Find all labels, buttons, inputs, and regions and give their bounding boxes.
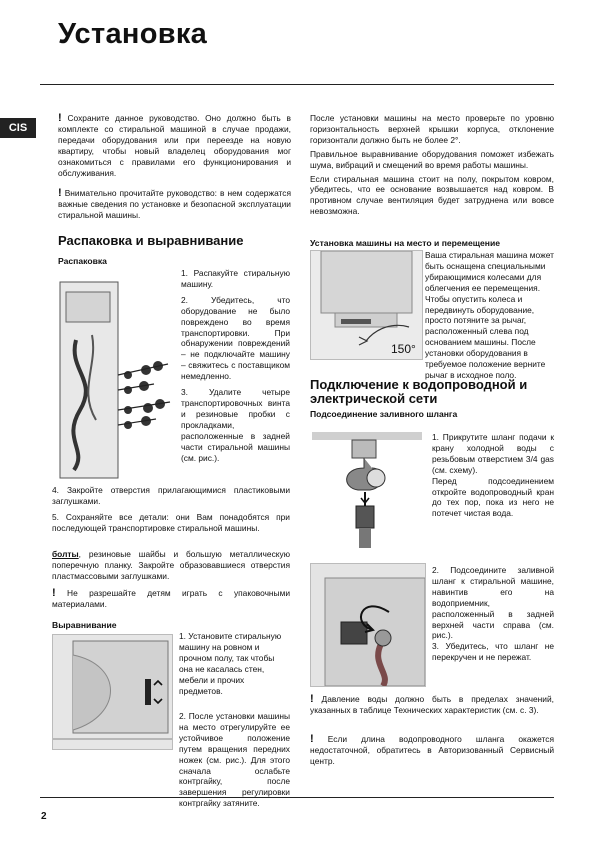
carpet-paragraph: Если стиральная машина стоит на полу, покрытом ковром, убедитесь, что ее основание возвышается над ковром. В противном случае вентиляция будет затруднена или вовсе невозможна. bbox=[310, 173, 554, 217]
warning-icon: ! bbox=[310, 693, 314, 705]
warning-icon: ! bbox=[58, 187, 62, 199]
unpack-step-1: 1. Распакуйте стиральную машину. bbox=[181, 268, 290, 289]
page-title: Установка bbox=[58, 18, 208, 50]
footer-rule bbox=[40, 797, 554, 798]
unpack-steps bbox=[181, 268, 290, 468]
water-subheading: Подсоединение заливного шланга bbox=[310, 409, 458, 419]
hose-step-2: 2. Подсоедините заливной шланг к стиральной машине, навинтив его на водоприемник, расположенный в задней верхней части справа (см. рис.). bbox=[432, 565, 554, 641]
intro-warning-1: ! Сохраните данное руководство. Оно должно быть в комплекте со стиральной машиной в случае продажи, передачи оборудования или при переезде на новую квартиру, чтобы новый владелец оборудования мог ознакомиться с правилами его функционирования и обслуживания. bbox=[58, 112, 292, 178]
move-heading: Установка машины на место и перемещение bbox=[310, 238, 501, 248]
bolts-paragraph: болты, резиновые шайбы и большую металлическую поперечную планку. Закройте образовавшиеся отверстия пластмассовыми заглушками. bbox=[52, 549, 290, 581]
water-heading: Подключение к водопроводной и электрической сети bbox=[310, 377, 528, 406]
unpack-subheading: Распаковка bbox=[58, 256, 107, 266]
noise-paragraph: Правильное выравнивание оборудования поможет избежать шума, вибраций и смещений во время работы машины. bbox=[310, 148, 554, 170]
bolts-word: болты bbox=[52, 549, 79, 559]
warning-icon: ! bbox=[310, 733, 314, 745]
unpack-heading: Распаковка и выравнивание bbox=[58, 233, 244, 248]
right-paragraphs bbox=[310, 113, 554, 220]
unpack-step-5: 5. Сохраняйте все детали: они Вам понадобятся при последующей транспортировке стиральной машины. bbox=[52, 512, 290, 533]
header-rule bbox=[40, 84, 554, 85]
move-text: Ваша стиральная машина может быть оснащена специальными убирающимися колесами для облегчения ее перемещения. Чтобы опустить колеса и передвинуть оборудование, просто потяните за рычаг, расположенный слева под основанием машины. После установки оборудования в требуемое положение верните рычаг в исходное поло. bbox=[425, 250, 554, 380]
level-step-2: 2. После установки машины на место отрегулируйте ее устойчивое положение путем вращения передних ножек (см. рис.). Для этого сначала ослабьте контргайку, после завершения регулировки контргайку затяните. bbox=[179, 711, 290, 809]
hose-step-3: 3. Убедитесь, что шланг не перекручен и не пережат. bbox=[432, 641, 554, 662]
page-number: 2 bbox=[41, 811, 47, 822]
intro-warning-2: ! Внимательно прочитайте руководство: в нем содержатся важные сведения по установке и безопасной эксплуатации стиральной машины. bbox=[58, 187, 292, 220]
wheels-figure bbox=[310, 250, 423, 360]
level-step-1-block bbox=[179, 631, 290, 701]
warning-icon: ! bbox=[58, 112, 62, 124]
level-subheading: Выравнивание bbox=[52, 620, 117, 630]
inlet-figure bbox=[310, 563, 426, 687]
unpack-step-4: 4. Закройте отверстия прилагающимися пластиковыми заглушками. bbox=[52, 485, 290, 506]
angle-label: 150° bbox=[391, 342, 416, 356]
side-tab-cis: CIS bbox=[0, 118, 36, 138]
unpack-step-3: 3. Удалите четыре транспортировочных винта и резиновые пробки с прокладками, расположенные в задней части стиральной машины (см. рис.). bbox=[181, 387, 290, 463]
pressure-warning: ! Давление воды должно быть в пределах значений, указанных в таблице Технических характеристик (см. с. 3). bbox=[310, 693, 554, 715]
hose-step-1: 1. Прикрутите шланг подачи к крану холодной воды с резьбовым отверстием 3/4 gas (см. схему). Перед подсоединением откройте водопроводный кран до тех пор, пока из него не потечет чистая вода. bbox=[432, 432, 554, 519]
length-warning: ! Если длина водопроводного шланга окажется недостаточной, обратитесь в Авторизованный Сервисный центр. bbox=[310, 733, 554, 766]
unpacking-figure bbox=[58, 280, 178, 480]
children-warning: ! Не разрешайте детям играть с упаковочными материалами. bbox=[52, 587, 291, 609]
warning-icon: ! bbox=[52, 587, 56, 599]
level-step-1: 1. Установите стиральную машину на ровном и прочном полу, так чтобы она не касалась стен, мебели и прочих предметов. bbox=[179, 631, 282, 696]
unpack-step-2: 2. Убедитесь, что оборудование не было повреждено во время транспортировки. При обнаружении повреждений – не подключайте машину – свяжитесь с поставщиком немедленно. bbox=[181, 294, 290, 382]
tap-figure bbox=[312, 432, 424, 554]
level-check-paragraph: После установки машины на место проверьте по уровню горизонтальность верхней крышки корпуса, отклонение горизонтали должно быть не более 2°. bbox=[310, 113, 554, 145]
